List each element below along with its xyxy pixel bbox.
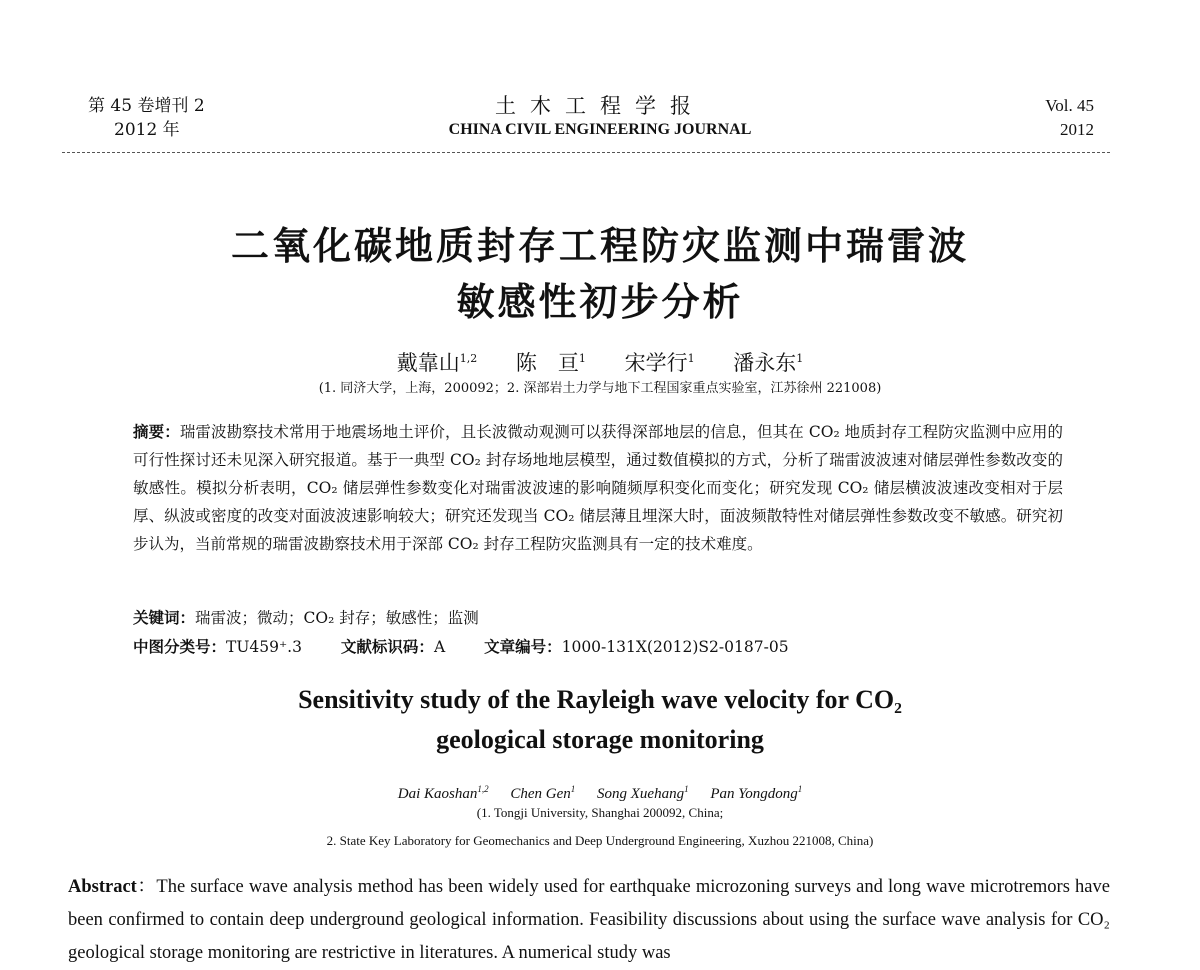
title-cn-line2: 敏感性初步分析 bbox=[456, 280, 744, 324]
keywords-cn-label: 关键词： bbox=[133, 609, 196, 627]
title-en-line2: geological storage monitoring bbox=[436, 725, 764, 754]
journal-name-en: CHINA CIVIL ENGINEERING JOURNAL bbox=[448, 121, 752, 138]
author-list-cn bbox=[0, 345, 1200, 377]
article-number-value: 1000-131X(2012)S2-0187-05 bbox=[561, 638, 789, 656]
author-cn: 宋学行$^1$ bbox=[624, 351, 695, 375]
classification-line bbox=[133, 633, 1063, 661]
paper-title-en bbox=[0, 680, 1200, 760]
abstract-cn-text: 瑞雷波勘察技术常用于地震场地土评价，且长波微动观测可以获得深部地层的信息，但其在 CO₂ 地质封存工程防灾监测中应用的可行性探讨还未见深入研究报道。基于一典型 CO₂ 封存场地地层模型，通过数值模拟的方式，分析了瑞雷波波速对储层弹性参数改变的敏感性。模拟分析表明，CO₂ 储层弹性参数变化对瑞雷波波速的影响随频厚积变化而变化；研究发现 CO₂ 储层横波波速改变相对于层厚、纵波或密度的改变对面波波速影响较大；研究还发现当 CO₂ 储层薄且埋深大时，面波频散特性对储层弹性参数改变不敏感。研究初步认为，当前常规的瑞雷波勘察技术用于深部 CO₂ 封存工程防灾监测具有一定的技术难度。 bbox=[133, 423, 1063, 553]
year-cn: 2012 年 bbox=[114, 120, 180, 140]
abstract-cn bbox=[133, 418, 1063, 558]
author-cn: 潘永东$^1$ bbox=[733, 351, 804, 375]
abstract-en-separator: ： bbox=[136, 877, 157, 897]
author-en: Pan Yongdong$^1$ bbox=[710, 784, 803, 802]
author-en: Song Xuehang$^1$ bbox=[597, 784, 689, 802]
affiliation-en-line1: (1. Tongji University, Shanghai 200092, China; bbox=[476, 805, 724, 820]
header-volume-info-en bbox=[1045, 94, 1094, 142]
abstract-cn-label: 摘要： bbox=[133, 423, 180, 441]
author-list-en bbox=[0, 779, 1200, 804]
keywords-cn-text: 瑞雷波；微动；CO₂ 封存；敏感性；监测 bbox=[195, 609, 479, 627]
keywords-cn bbox=[133, 604, 1063, 632]
year-en: 2012 bbox=[1060, 120, 1094, 139]
doc-code-label: 文献标识码： bbox=[340, 638, 434, 656]
affiliation-cn: (1. 同济大学，上海，200092；2. 深部岩土力学与地下工程国家重点实验室，江苏徐州 221008) bbox=[318, 381, 882, 396]
author-cn: 戴靠山$^{1,2}$ bbox=[396, 351, 478, 375]
journal-masthead bbox=[0, 94, 1200, 142]
author-en: Chen Gen$^1$ bbox=[510, 784, 576, 802]
volume-en: Vol. 45 bbox=[1045, 96, 1094, 115]
title-cn-line1: 二氧化碳地质封存工程防灾监测中瑞雷波 bbox=[230, 224, 969, 268]
volume-cn: 第 45 卷增刊 2 bbox=[88, 96, 205, 116]
paper-title-cn bbox=[0, 218, 1200, 330]
abstract-en-label: Abstract bbox=[68, 877, 137, 897]
header-divider bbox=[62, 152, 1110, 153]
clc-label: 中图分类号： bbox=[133, 638, 227, 656]
doc-code-value: A bbox=[433, 638, 446, 656]
author-en: Dai Kaoshan$^{1,2}$ bbox=[397, 784, 489, 802]
article-number-label: 文章编号： bbox=[484, 638, 562, 656]
journal-name-cn: 土木工程学报 bbox=[495, 94, 705, 118]
abstract-en-text: The surface wave analysis method has been widely used for earthquake microzoning surveys and long wave microtremors have been confirmed to contain deep underground geological information. Feasibility discussions about using the surface wave analysis for CO₂ geological storage monitoring are restrictive in literatures. A numerical study was bbox=[68, 877, 1110, 963]
affiliation-en-line2: 2. State Key Laboratory for Geomechanics and Deep Underground Engineering, Xuzhou 221008, China) bbox=[326, 833, 874, 848]
clc-value: TU459⁺.3 bbox=[226, 638, 302, 656]
author-cn: 陈 亘$^1$ bbox=[515, 351, 586, 375]
abstract-en bbox=[68, 871, 1110, 970]
title-en-line1: Sensitivity study of the Rayleigh wave velocity for CO₂ bbox=[298, 685, 902, 714]
